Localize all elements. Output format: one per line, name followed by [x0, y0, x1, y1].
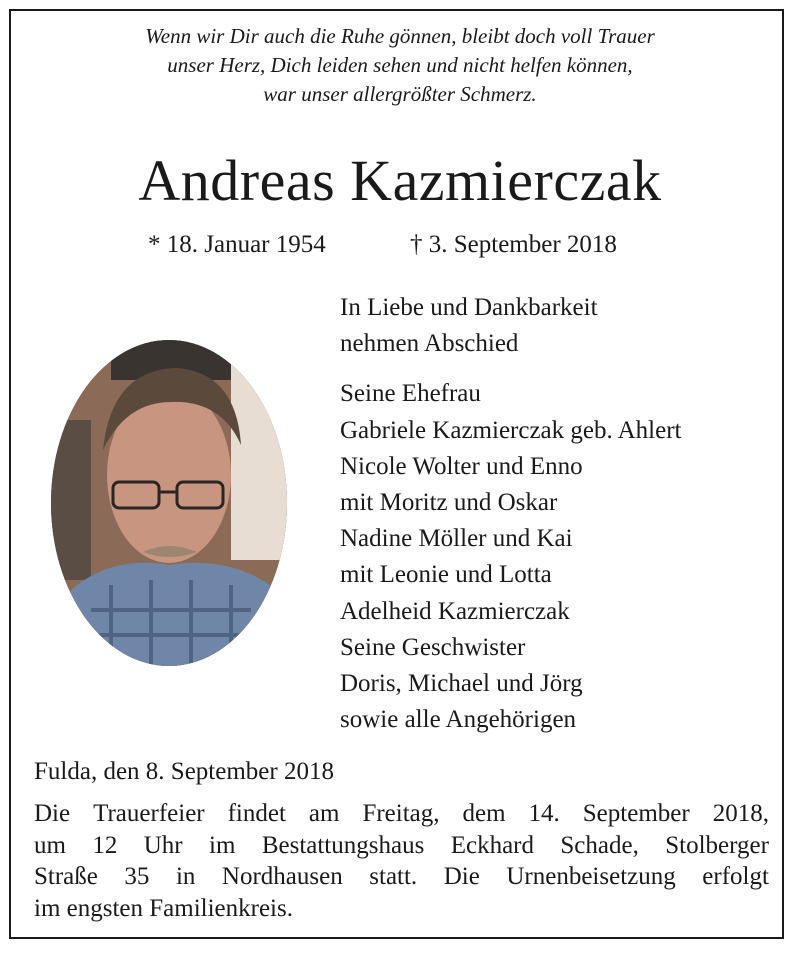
- notice-word: 2018,: [712, 800, 769, 827]
- poem-line: Wenn wir Dir auch die Ruhe gönnen, bleibt doch voll Trauer: [145, 24, 655, 48]
- notice-word: Straße: [34, 863, 98, 890]
- mourner-line: Nicole Wolter und Enno: [340, 452, 583, 480]
- notice-word: erfolgt: [702, 863, 769, 890]
- spacer: [340, 362, 682, 376]
- funeral-notice: [34, 798, 769, 924]
- notice-word: Stolberger: [665, 831, 769, 859]
- mourner-line: Nadine Möller und Kai: [340, 525, 573, 553]
- mourner-line: mit Moritz und Oskar: [340, 489, 558, 517]
- mourner-line: Doris, Michael und Jörg: [340, 670, 583, 698]
- notice-word: findet: [227, 800, 286, 827]
- notice-word: Nordhausen: [221, 863, 343, 890]
- notice-word: 35: [124, 863, 150, 890]
- birth-date: * 18. Januar 1954: [148, 231, 326, 258]
- place-date: Fulda, den 8. September 2018: [34, 758, 334, 785]
- intro-line: nehmen Abschied: [340, 330, 519, 358]
- notice-word: Freitag,: [362, 800, 440, 827]
- notice-word: am: [308, 800, 340, 827]
- mourner-line: Adelheid Kazmierczak: [340, 597, 570, 625]
- notice-word: Die: [443, 863, 480, 890]
- mourners-list: [340, 290, 682, 738]
- notice-line: [34, 893, 769, 925]
- mourner-line: Seine Geschwister: [340, 633, 526, 661]
- intro-line: In Liebe und Dankbarkeit: [340, 294, 598, 321]
- notice-word: Die: [34, 800, 71, 827]
- notice-word: im: [209, 831, 236, 859]
- notice-line: [34, 830, 769, 862]
- notice-word: Trauerfeier: [93, 800, 205, 827]
- notice-word: September: [582, 800, 690, 827]
- notice-word: dem: [462, 800, 506, 827]
- notice-word: in: [175, 863, 196, 890]
- mourner-line: mit Leonie und Lotta: [340, 561, 552, 589]
- notice-word: Eckhard: [450, 831, 534, 859]
- notice-word: Urnenbeisetzung: [506, 863, 676, 890]
- poem-line: war unser allergrößter Schmerz.: [263, 82, 537, 106]
- poem-line: unser Herz, Dich leiden sehen und nicht helfen können,: [167, 53, 633, 77]
- notice-word: Bestattungshaus: [261, 831, 425, 859]
- notice-word: 14.: [528, 800, 560, 827]
- notice-line: [34, 798, 769, 830]
- notice-line: [34, 861, 769, 893]
- portrait-photo: [51, 340, 287, 666]
- poem: [0, 22, 800, 109]
- notice-text: im engsten Familienkreis.: [34, 894, 293, 922]
- mourner-line: sowie alle Angehörigen: [340, 706, 577, 734]
- mourner-line: Gabriele Kazmierczak geb. Ahlert: [340, 416, 682, 444]
- death-date: † 3. September 2018: [410, 231, 617, 258]
- notice-word: um: [34, 831, 66, 859]
- mourner-line: Seine Ehefrau: [340, 380, 481, 408]
- notice-word: Schade,: [560, 831, 639, 859]
- notice-word: Uhr: [143, 831, 183, 859]
- notice-word: statt.: [369, 863, 418, 890]
- deceased-name: Andreas Kazmierczak: [138, 148, 662, 213]
- portrait-illustration: [51, 340, 287, 666]
- notice-word: 12: [92, 831, 118, 859]
